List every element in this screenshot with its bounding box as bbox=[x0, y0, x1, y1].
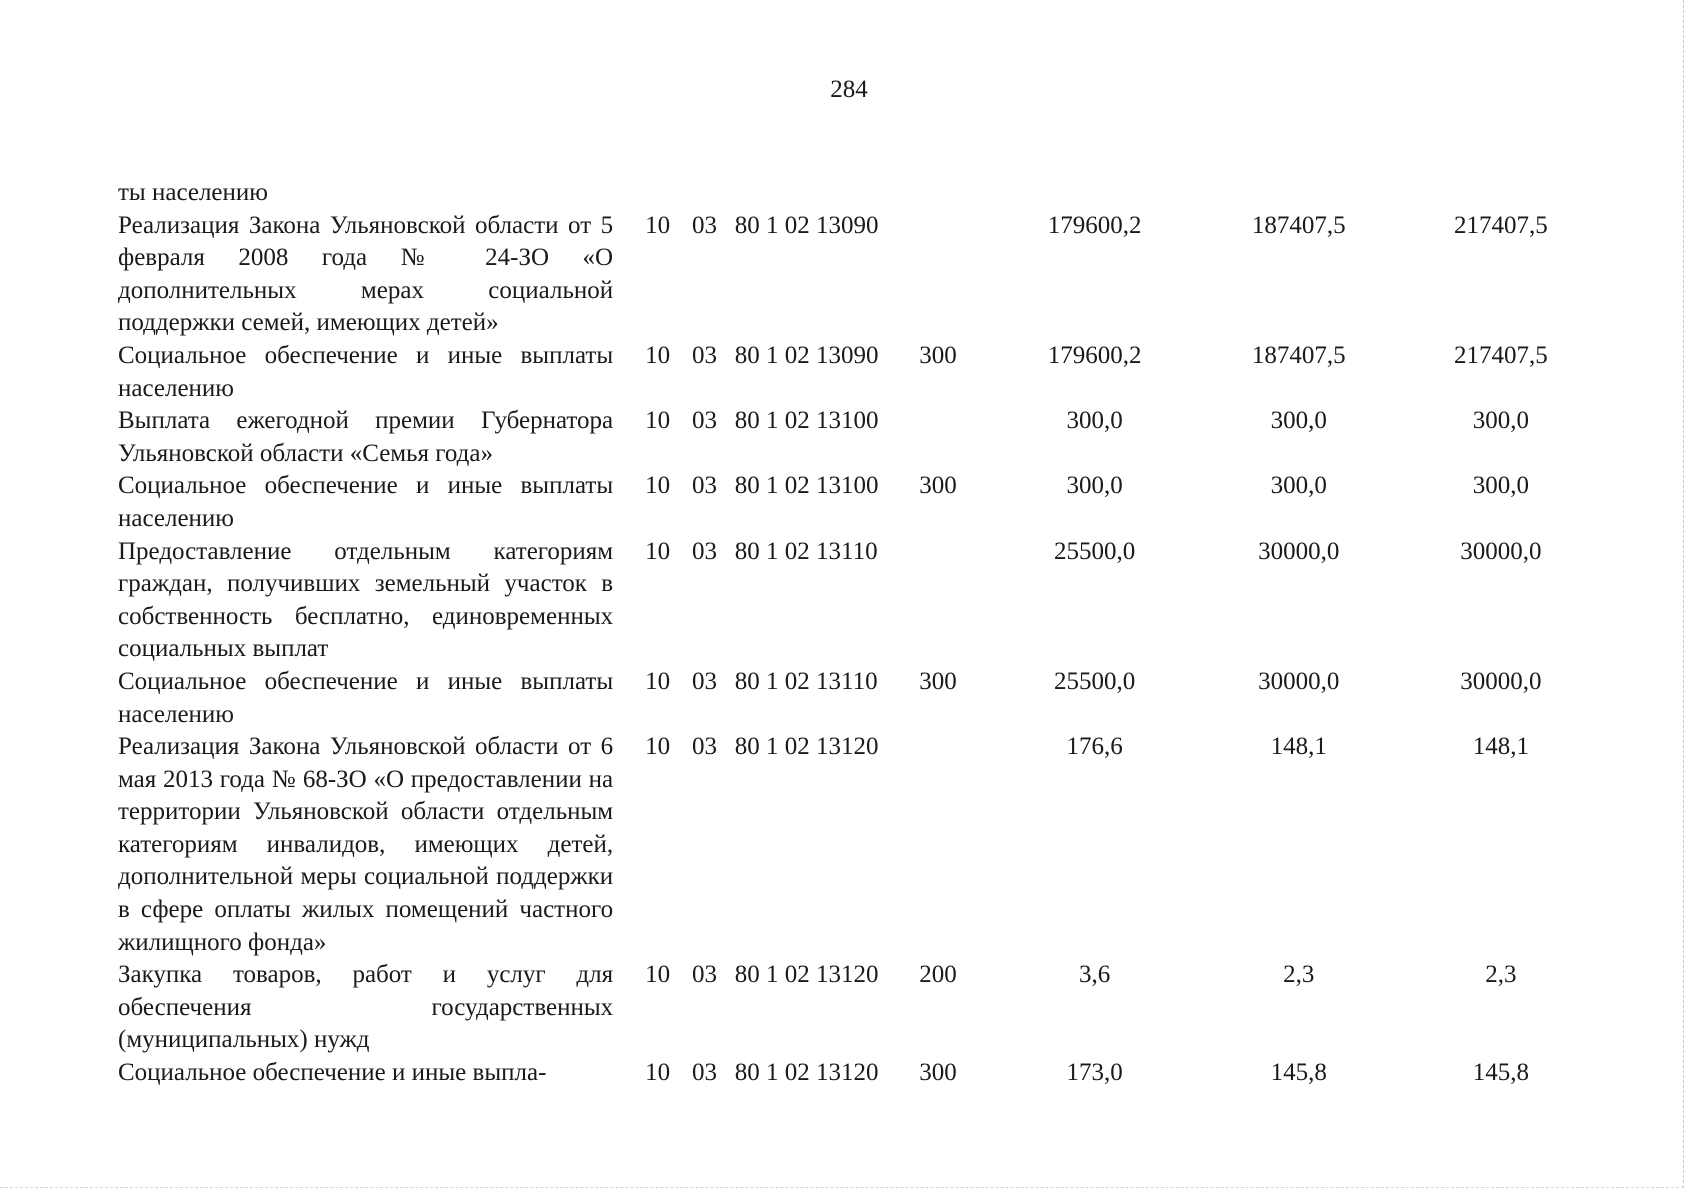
expense-kind-code: 300 bbox=[919, 1059, 957, 1087]
table-row bbox=[118, 405, 1598, 470]
table-row bbox=[118, 731, 1598, 959]
budget-table bbox=[118, 177, 1598, 1090]
subsection-code: 03 bbox=[691, 537, 717, 565]
section-code: 10 bbox=[645, 472, 671, 500]
amount-year-2: 145,8 bbox=[1270, 1059, 1327, 1087]
target-article-code: 80 1 02 13120 bbox=[734, 733, 879, 761]
subsection-code: 03 bbox=[691, 667, 717, 695]
table-row bbox=[118, 470, 1598, 535]
section-code: 10 bbox=[645, 341, 671, 369]
section-code: 10 bbox=[645, 733, 671, 761]
amount-year-3: 30000,0 bbox=[1460, 537, 1542, 565]
scan-edge-bottom bbox=[0, 1187, 1684, 1188]
row-description: Социальное обеспечение и иные выплаты населению bbox=[118, 341, 614, 402]
expense-kind-code: 200 bbox=[919, 961, 957, 989]
table-row bbox=[118, 340, 1598, 405]
table-row bbox=[118, 536, 1598, 666]
expense-kind-code: 300 bbox=[919, 667, 957, 695]
table-row bbox=[118, 666, 1598, 731]
amount-year-3: 30000,0 bbox=[1460, 667, 1542, 695]
amount-year-1: 3,6 bbox=[1078, 961, 1111, 989]
row-description: Социальное обеспечение и иные выпла- bbox=[118, 1059, 547, 1087]
table-row bbox=[118, 177, 1598, 210]
target-article-code: 80 1 02 13110 bbox=[734, 667, 878, 695]
amount-year-3: 300,0 bbox=[1472, 407, 1530, 435]
amount-year-2: 2,3 bbox=[1283, 961, 1315, 989]
target-article-code: 80 1 02 13120 bbox=[734, 1059, 879, 1087]
amount-year-1: 176,6 bbox=[1066, 733, 1123, 761]
amount-year-2: 300,0 bbox=[1270, 407, 1327, 435]
amount-year-2: 30000,0 bbox=[1258, 537, 1340, 565]
section-code: 10 bbox=[645, 961, 671, 989]
row-description: ты населению bbox=[118, 179, 268, 206]
amount-year-1: 173,0 bbox=[1066, 1059, 1123, 1087]
amount-year-3: 148,1 bbox=[1472, 733, 1530, 761]
subsection-code: 03 bbox=[691, 211, 717, 239]
row-description: Социальное обеспечение и иные выплаты населению bbox=[118, 667, 614, 728]
table-row bbox=[118, 210, 1598, 340]
target-article-code: 80 1 02 13110 bbox=[734, 537, 878, 565]
target-article-code: 80 1 02 13090 bbox=[734, 341, 879, 369]
row-description: Социальное обеспечение и иные выплаты населению bbox=[118, 472, 614, 532]
amount-year-2: 148,1 bbox=[1270, 733, 1327, 761]
expense-kind-code: 300 bbox=[919, 341, 957, 369]
amount-year-2: 300,0 bbox=[1270, 472, 1327, 500]
target-article-code: 80 1 02 13120 bbox=[734, 961, 879, 989]
subsection-code: 03 bbox=[691, 733, 717, 761]
table-row bbox=[118, 959, 1598, 1057]
subsection-code: 03 bbox=[691, 1059, 717, 1087]
amount-year-2: 30000,0 bbox=[1258, 667, 1340, 695]
amount-year-1: 300,0 bbox=[1066, 407, 1123, 435]
row-description: Закупка товаров, работ и услуг для обеспечения государственных (муниципальных) нужд bbox=[118, 961, 614, 1054]
target-article-code: 80 1 02 13090 bbox=[734, 211, 879, 239]
amount-year-3: 145,8 bbox=[1472, 1059, 1530, 1087]
row-description: Реализация Закона Ульяновской области от 5 февраля 2008 года № 24-ЗО «О дополнительных мерах социальной поддержки семей, имеющих детей» bbox=[118, 211, 614, 337]
row-description: Реализация Закона Ульяновской области от 6 мая 2013 года № 68-ЗО «О предоставлении на территории Ульяновской области отдельным категориям инвалидов, имеющих детей, дополнительной меры социальной поддержки в сфере оплаты жилых помещений частного жилищного фонда» bbox=[118, 733, 614, 956]
subsection-code: 03 bbox=[691, 407, 717, 435]
amount-year-1: 25500,0 bbox=[1053, 537, 1136, 565]
section-code: 10 bbox=[645, 537, 671, 565]
section-code: 10 bbox=[645, 1059, 671, 1087]
page-number: 284 bbox=[830, 76, 868, 103]
amount-year-1: 25500,0 bbox=[1053, 667, 1136, 695]
amount-year-3: 217407,5 bbox=[1454, 211, 1548, 239]
section-code: 10 bbox=[645, 211, 671, 239]
expense-kind-code: 300 bbox=[919, 472, 957, 500]
amount-year-2: 187407,5 bbox=[1251, 341, 1346, 369]
target-article-code: 80 1 02 13100 bbox=[734, 472, 879, 500]
amount-year-3: 217407,5 bbox=[1454, 341, 1548, 369]
amount-year-1: 179600,2 bbox=[1047, 341, 1142, 369]
subsection-code: 03 bbox=[691, 961, 717, 989]
table-row bbox=[118, 1057, 1598, 1090]
section-code: 10 bbox=[645, 407, 671, 435]
amount-year-1: 300,0 bbox=[1066, 472, 1123, 500]
row-description: Выплата ежегодной премии Губернатора Ульяновской области «Семья года» bbox=[118, 407, 614, 467]
amount-year-3: 300,0 bbox=[1472, 472, 1530, 500]
target-article-code: 80 1 02 13100 bbox=[734, 407, 879, 435]
amount-year-3: 2,3 bbox=[1485, 961, 1517, 989]
scan-edge-right bbox=[1683, 0, 1684, 1188]
row-description: Предоставление отдельным категориям граждан, получивших земельный участок в собственность бесплатно, единовременных социальных выплат bbox=[118, 537, 614, 663]
amount-year-2: 187407,5 bbox=[1251, 211, 1346, 239]
amount-year-1: 179600,2 bbox=[1047, 211, 1142, 239]
subsection-code: 03 bbox=[691, 341, 717, 369]
subsection-code: 03 bbox=[691, 472, 717, 500]
section-code: 10 bbox=[645, 667, 671, 695]
